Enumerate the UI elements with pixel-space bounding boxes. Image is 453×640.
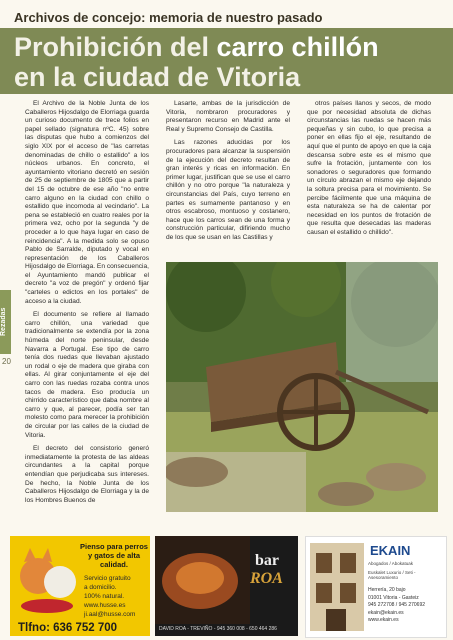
title-prefix: Prohibición del (14, 32, 217, 62)
paragraph: El Archivo de la Noble Junta de los Caballeros Hijosdalgo de Elorriaga guarda un curioso documento de trece folios en papel sellado (signatura nºC. 45) sobre las disputas que hubo a comienzos del siglo XIX por el acceso de "las carretas denominadas de chillo o estallido" a los núcleos urbanos. En concreto, el ayuntamiento vitoriano decretó en sesión de 25 de septiembre de 1805 que a partir del 15 de octubre de ese año "no entre carro alguno en la ciudad con chillo o estallido que incomoda al vecindario". La pena se estableció en cuatro reales por la primera vez, ocho por la segunda "y de proceder a lo que haya lugar en caso de reincidencia". A la medida solo se opuso Pablo de Sarralde, diputado y vocal en representación de los Caballeros Hijosdalgo de Elorriaga. En consecuencia, el Ayuntamiento mandó publicar el decreto "a voz de pregón" y ordenó fijar "carteles o edictos en los portales" de acceso a la ciudad. (25, 100, 149, 305)
ads-strip (0, 528, 453, 640)
ad-service-line: Servicio gratuito (84, 575, 131, 582)
paragraph: El documento se refiere al llamado carro chillón, una variedad que tradicionalmente se extendía por la zona húmeda del norte peninsular, desde Navarra a Portugal. Ese tipo de carro tenía dos ruedas que llevaban ajustado un rodal o eje de madera que giraba con ellas. Al girar conjuntamente el eje del carro con las ruedas rozaba contra unos tacos de madera. Eso producía un chirrido característico que daba nombre al carro y que, al parecer, podía ser tan molesto como para merecer la prohibición de circular por las calles de la ciudad de Vitoria. (25, 311, 149, 439)
bar-name: bar (255, 552, 279, 569)
ekain-tagline: Abogados / Abokatuak (368, 561, 414, 566)
bar-roa-ad[interactable] (155, 536, 298, 636)
section-kicker: Archivos de concejo: memoria de nuestro pasado (14, 10, 323, 25)
paragraph: Lasarte, ambas de la jurisdicción de Vitoria, nombraron procuradores y presentaron recurso en Madrid ante el Real y Supremo Consejo de Castilla. (166, 100, 290, 133)
ad-services (84, 574, 148, 619)
ad-service-line: www.husse.es (84, 602, 126, 609)
contact-line: www.ekain.es (368, 617, 399, 624)
contact-line: Herrería, 20 bajo (368, 587, 406, 593)
pet-food-ad[interactable] (10, 536, 150, 636)
contact-line: 01001 Vitoria - Gasteiz (368, 594, 419, 601)
contact-line: ekain@ekain.es (368, 609, 404, 616)
ad-service-line: ji.aal@husse.com (84, 611, 136, 618)
building-facade-icon (310, 543, 364, 631)
paragraph: El decreto del consistorio generó inmediatamente la protesta de las aldeas circundantes a la capital porque entendían que perjudicaba sus intereses. De hecho, la Noble Junta de los Caballeros Hijosdalgo de Elorriaga y la de los Hombres Buenos de (25, 445, 149, 504)
article-title (14, 32, 453, 92)
title-highlight: carro chillón (216, 32, 379, 62)
title-suffix: en la ciudad de Vitoria (14, 62, 301, 92)
side-section-label: Rezadas (0, 307, 7, 337)
article-column-1 (25, 100, 149, 510)
ekain-services: Euskalet Luxurio / Seti - Asesoramiento (368, 570, 416, 580)
bar-address: DAVID ROA - TREVIÑO - 945 360 008 - 650 464 286 (159, 626, 277, 632)
ekain-logo: EKAIN (370, 543, 411, 558)
title-band (0, 28, 453, 94)
cat-dog-icon (16, 546, 78, 616)
ad-phone: Tlfno: 636 752 700 (18, 622, 118, 634)
ad-service-line: a domicilio. (84, 584, 117, 591)
page-number: 20 (2, 357, 11, 366)
ekain-ad[interactable] (305, 536, 447, 638)
article-column-3 (307, 100, 431, 243)
ad-headline: Pienso para perros y gatos de alta calidad. (80, 542, 148, 569)
paragraph: otros países llanos y secos, de modo que por necesidad absoluta de dichas circunstancias las ruedas se hacen más pequeñas y sin cubo, lo que precisa a poner en ellas fijo el eje, resultando de aquí que el punto de apoyo en que la caja descansa sobre este es el mismo que sufre la frotación, juntamente con los sonadores o seguradores que formando un círculo abrazan el mismo eje dejando la soltura precisa para el movimiento. Se percibe fácilmente que una máquina de esta naturaleza se ha de calentar por necesidad en los puntos de frotación de que resulta que desecadas las maderas causan el estallido o chillido". (307, 100, 431, 236)
food-plate-icon (155, 536, 250, 624)
ox-cart-photo (166, 262, 438, 512)
ad-service-line: 100% natural. (84, 593, 125, 600)
paragraph: Las razones aducidas por los procuradores para alcanzar la suspensión de la ejecución del decreto resultan de gran interés y ricas en información. En primer lugar, justifican que se use el carro chillón y no otro porque "la naturaleza y circunstancias del País, cuyo terreno en partes es sumamente pantanoso y en otros escabroso, montuoso y costanero, hace que los carros sean de una forma y construcción particular, difiriendo mucho de los que se usan en las Castillas y (166, 139, 290, 241)
ekain-contact (368, 587, 444, 625)
article-column-2 (166, 100, 290, 248)
contact-line: 945 272708 / 945 270692 (368, 602, 425, 609)
bar-brand: ROA (250, 570, 283, 587)
